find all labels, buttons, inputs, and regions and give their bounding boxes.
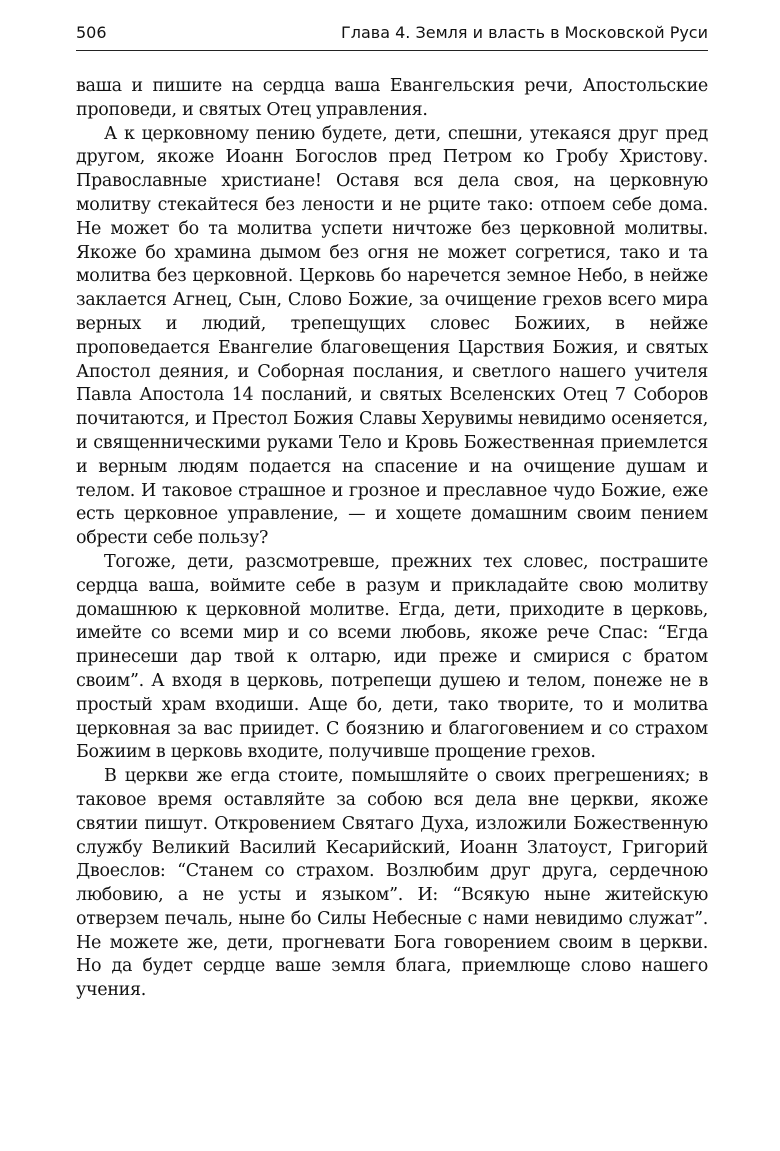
header-rule <box>76 50 708 51</box>
paragraph: А к церковному пению будете, дети, спешни, утекаяся друг пред другом, якоже Иоанн Богослов пред Петром ко Гробу Христову. Православные христиане! Оставя вся дела своя, на церковную молитву стекайтеся без лености и не рците тако: отпоем себе дома. Не может бо та молитва успети ничтоже без церковной молитвы. Якоже бо храмина дымом без огня не может согретися, тако и та молитва без церковной. Церковь бо наречется земное Небо, в нейже заклается Агнец, Сын, Слово Божие, за очищение грехов всего мира верных и людий, трепещущих словес Божиих, в нейже проповедается Евангелие благовещения Царствия Божия, и святых Апостол деяния, и Соборная послания, и светлого нашего учителя Павла Апостола 14 посланий, и святых Вселенских Отец 7 Соборов почитаются, и Престол Божия Славы Херувимы невидимо осеняется, и священническими руками Тело и Кровь Божественная приемлется и верным людям подается на спасение и на очищение душам и телом. И таковое страшное и грозное и преславное чудо Божие, еже есть церковное управление, — и хощете домашним своим пением обрести себе пользу? <box>76 123 708 549</box>
paragraph: Тогоже, дети, разсмотревше, прежних тех словес, пострашите сердца ваша, воймите себе в разум и прикладайте свою молитву домашнюю к церковной молитве. Егда, дети, приходите в церковь, имейте со всеми мир и со всеми любовь, якоже рече Спас: “Егда принесеши дар твой к олтарю, иди преже и смирися с братом своим”. А входя в церковь, потрепещи душею и телом, понеже не в простый храм входиши. Аще бо, дети, тако творите, то и молитва церковная за вас приидет. С боязнию и благоговением и со страхом Божиим в церковь входите, получивше прощение грехов. <box>76 551 708 763</box>
chapter-title: Глава 4. Земля и власть в Московской Руси <box>341 23 708 42</box>
paragraph: В церкви же егда стоите, помышляйте о своих прегрешениях; в таковое время оставляйте за собою вся дела вне церкви, якоже святии пишут. Откровением Святаго Духа, изложили Божественную службу Великий Василий Кесарийский, Иоанн Златоуст, Григорий Двоеслов: “Станем со страхом. Возлюбим друг друга, сердечною любовию, а не усты и языком”. И: “Всякую ныне житейскую отверзем печаль, ныне бо Силы Небесные с нами невидимо служат”. Не можете же, дети, прогневати Бога говорением своим в церкви. Но да будет сердце ваше земля блага, приемлюще слово нашего учения. <box>76 766 708 1001</box>
body-text <box>76 75 708 1003</box>
running-head <box>76 22 708 46</box>
page-number: 506 <box>76 23 107 42</box>
paragraph-continued: ваша и пишите на сердца ваша Евангельския речи, Апостольские проповеди, и святых Отец управления. <box>76 76 708 120</box>
